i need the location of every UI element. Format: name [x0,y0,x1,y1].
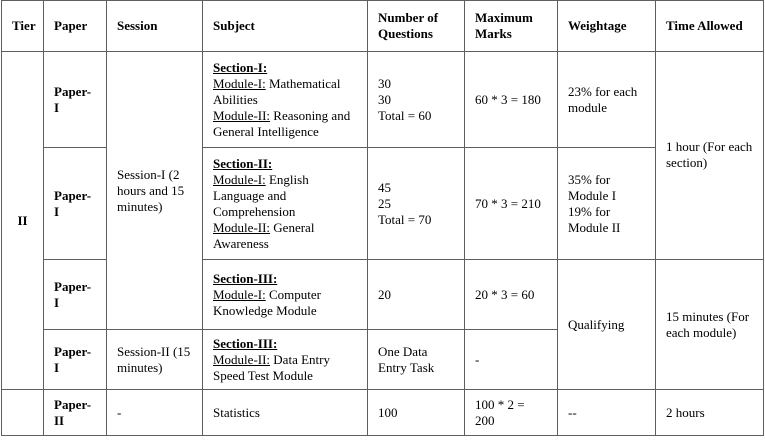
weightage-cell: Qualifying [558,260,656,390]
section-heading: Section-III: [213,335,278,351]
section-heading: Section-I: [213,59,268,75]
question-count: 45 [378,179,391,195]
marks-cell: 100 * 2 = 200 [465,390,558,436]
session-cell: Session-II (15 minutes) [107,330,203,390]
marks-cell: - [465,330,558,390]
weightage-cell [558,148,656,260]
module-name: Module-II: [213,107,271,123]
weightage-cell: -- [558,390,656,436]
time-cell: 2 hours [656,390,764,436]
exam-pattern-table [1,0,764,436]
header-tier: Tier [2,1,44,52]
header-marks: Maximum Marks [465,1,558,52]
module-name: Module-II: [213,351,271,367]
table-row [2,390,764,436]
table-row [2,52,764,148]
header-time: Time Allowed [656,1,764,52]
module-text: Reasoning and General Intelligence [213,107,351,139]
paper-cell: Paper-I [44,260,107,330]
question-total: Total = 60 [378,107,432,123]
header-subject: Subject [203,1,368,52]
paper-cell: Paper-II [44,390,107,436]
question-count: 30 [378,91,391,107]
questions-cell: 20 [368,260,465,330]
marks-cell: 60 * 3 = 180 [465,52,558,148]
module-name: Module-I: [213,75,266,91]
header-row [2,1,764,52]
questions-cell [368,52,465,148]
module-line [213,287,357,319]
time-cell: 15 minutes (For each module) [656,260,764,390]
module-line [213,220,357,252]
questions-cell: 100 [368,390,465,436]
paper-cell: Paper-I [44,148,107,260]
weightage-line: 35% for Module I [568,171,617,203]
questions-cell: One Data Entry Task [368,330,465,390]
subject-cell [203,148,368,260]
question-count: 30 [378,75,391,91]
subject-cell [203,52,368,148]
header-questions: Number of Questions [368,1,465,52]
session-cell: Session-I (2 hours and 15 minutes) [107,52,203,330]
module-line [213,172,357,220]
module-text: English Language and Comprehension [213,171,309,219]
tier-empty-cell [2,390,44,436]
section-heading: Section-III: [213,270,278,286]
weightage-line: 19% for Module II [568,203,621,235]
module-line [213,352,357,384]
module-line [213,108,357,140]
module-name: Module-I: [213,171,266,187]
tier-cell: II [2,52,44,390]
paper-cell: Paper-I [44,330,107,390]
header-weightage: Weightage [558,1,656,52]
subject-cell: Statistics [203,390,368,436]
question-count: 25 [378,195,391,211]
module-name: Module-I: [213,286,266,302]
questions-cell [368,148,465,260]
module-text: Mathematical Abilities [213,75,341,107]
marks-cell: 20 * 3 = 60 [465,260,558,330]
module-text: General Awareness [213,219,315,251]
question-total: Total = 70 [378,211,432,227]
time-cell: 1 hour (For each section) [656,52,764,260]
subject-cell [203,330,368,390]
header-session: Session [107,1,203,52]
weightage-cell: 23% for each module [558,52,656,148]
session-cell: - [107,390,203,436]
subject-cell [203,260,368,330]
header-paper: Paper [44,1,107,52]
paper-cell: Paper-I [44,52,107,148]
module-text: Data Entry Speed Test Module [213,351,330,383]
module-name: Module-II: [213,219,271,235]
section-heading: Section-II: [213,155,273,171]
module-text: Computer Knowledge Module [213,286,321,318]
module-line [213,76,357,108]
marks-cell: 70 * 3 = 210 [465,148,558,260]
